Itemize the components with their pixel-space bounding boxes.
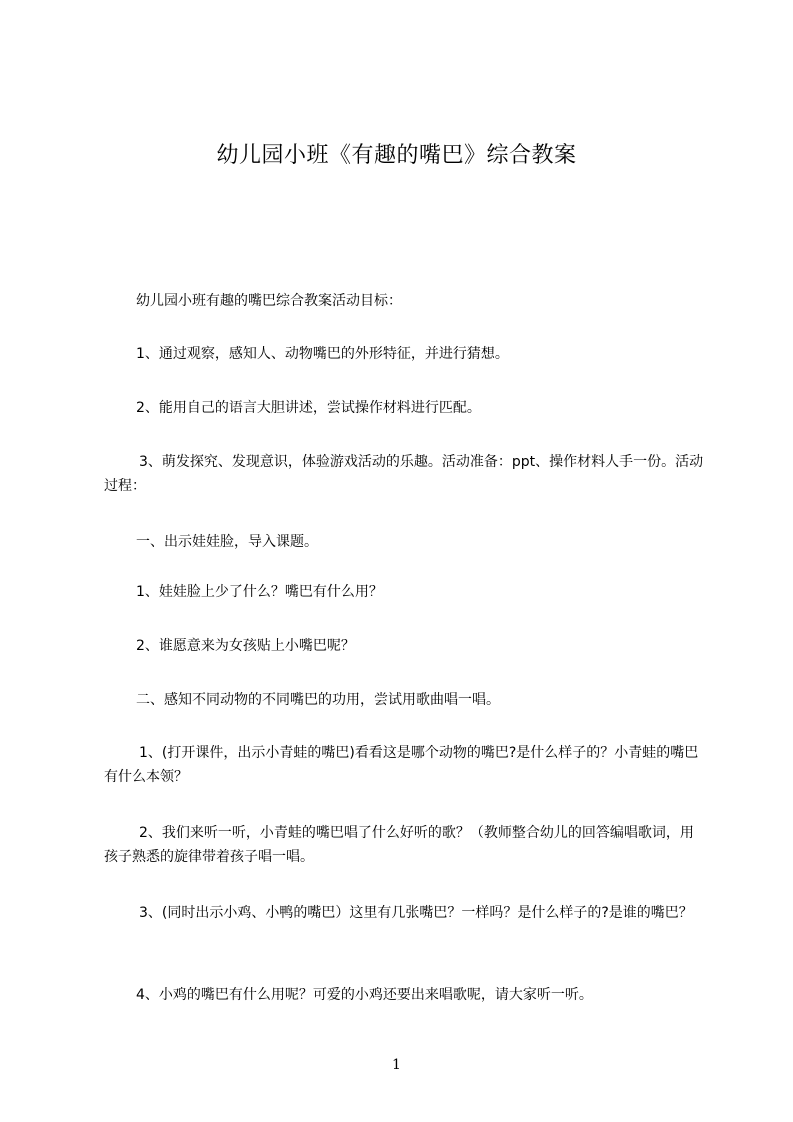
paragraph-step-1-2: 2、谁愿意来为女孩贴上小嘴巴呢？ xyxy=(136,638,355,654)
page-number: 1 xyxy=(392,1057,401,1073)
paragraph-objectives-heading: 幼儿园小班有趣的嘴巴综合教案活动目标： xyxy=(136,293,402,309)
paragraph-step-2-3: 3、(同时出示小鸡、小鸭的嘴巴）这里有几张嘴巴？一样吗？是什么样子的?是谁的嘴巴？ xyxy=(139,905,693,921)
paragraph-step-2-1: 1、(打开课件，出示小青蛙的嘴巴)看看这是哪个动物的嘴巴?是什么样子的？小青蛙的嘴巴有什么本领？ xyxy=(104,745,699,785)
paragraph-objective-3: 3、萌发探究、发现意识，体验游戏活动的乐趣。活动准备：ppt、操作材料人手一份。活动过程： xyxy=(104,454,704,494)
paragraph-section-1: 一、出示娃娃脸，导入课题。 xyxy=(136,534,318,550)
document-title: 幼儿园小班《有趣的嘴巴》综合教案 xyxy=(216,143,577,168)
paragraph-step-2-4: 4、小鸡的嘴巴有什么用呢？可爱的小鸡还要出来唱歌呢，请大家听一听。 xyxy=(136,987,593,1003)
paragraph-section-2: 二、感知不同动物的不同嘴巴的功用，尝试用歌曲唱一唱。 xyxy=(136,692,500,708)
paragraph-objective-1: 1、通过观察，感知人、动物嘴巴的外形特征，并进行猜想。 xyxy=(136,346,509,362)
paragraph-step-1-1: 1、娃娃脸上少了什么？嘴巴有什么用？ xyxy=(136,584,383,600)
paragraph-step-2-2: 2、我们来听一听，小青蛙的嘴巴唱了什么好听的歌？（教师整合幼儿的回答编唱歌词，用孩子熟悉的旋律带着孩子唱一唱。 xyxy=(104,825,694,865)
paragraph-objective-2: 2、能用自己的语言大胆讲述，尝试操作材料进行匹配。 xyxy=(136,400,481,416)
